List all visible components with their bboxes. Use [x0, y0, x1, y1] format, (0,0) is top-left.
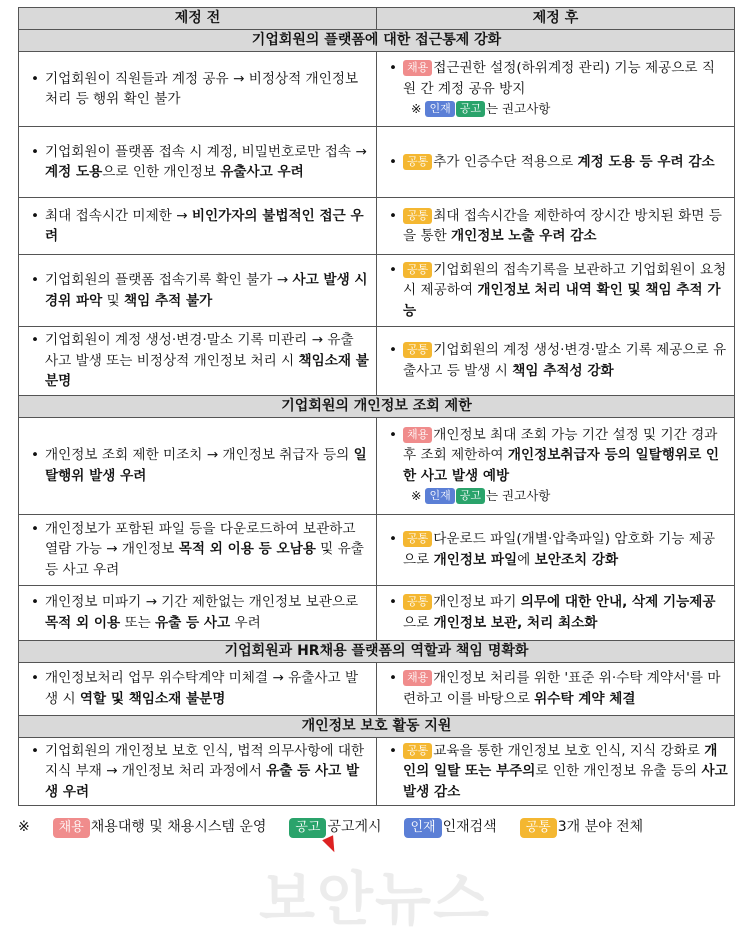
- badge-common: 공통: [403, 743, 432, 759]
- badge-common: 공통: [403, 531, 432, 547]
- after-cell: • 채용 개인정보 최대 조회 가능 기간 설정 및 기간 경과 후 조회 제한하여 개인정보취급자 등의 일탈행위로 인한 사고 발생 예방 ※ 인재 공고 는 권고사항: [377, 417, 735, 514]
- recommendation-note: ※ 인재 공고 는 권고사항: [411, 101, 551, 117]
- legend-badge-post: 공고: [289, 818, 326, 838]
- after-cell: • 채용 개인정보 처리를 위한 '표준 위·수탁 계약서'를 마련하고 이를 바탕으로 위수탁 계약 체결: [377, 662, 735, 715]
- after-cell: • 공통 추가 인증수단 적용으로 계정 도용 등 우려 감소: [377, 127, 735, 198]
- legend-talent-text: 인재검색: [442, 819, 497, 835]
- section-title: 기업회원의 플랫폼에 대한 접근통제 강화: [19, 30, 735, 52]
- comparison-table: [18, 7, 735, 806]
- before-cell: • 개인정보 조회 제한 미조치 → 개인정보 취급자 등의 일탈행위 발생 우려: [19, 417, 377, 514]
- after-cell: • 공통 다운로드 파일(개별·압축파일) 암호화 기능 제공으로 개인정보 파일에 보안조치 강화: [377, 514, 735, 585]
- badge-common: 공통: [403, 342, 432, 358]
- section-title: 기업회원의 개인정보 조회 제한: [19, 395, 735, 417]
- before-cell: • 개인정보가 포함된 파일 등을 다운로드하여 보관하고 열람 가능 → 개인정보 목적 외 이용 등 오남용 및 유출 등 사고 우려: [19, 514, 377, 585]
- badge-hire: 채용: [403, 670, 432, 686]
- badge-common: 공통: [403, 594, 432, 610]
- before-cell: • 기업회원이 직원들과 계정 공유 → 비정상적 개인정보 처리 등 행위 확인 불가: [19, 52, 377, 127]
- badge-post: 공고: [456, 488, 485, 504]
- regulation-comparison-document: [18, 7, 734, 806]
- badge-post: 공고: [456, 101, 485, 117]
- badge-talent: 인재: [425, 101, 454, 117]
- badge-common: 공통: [403, 208, 432, 224]
- after-cell: • 공통 기업회원의 접속기록을 보관하고 기업회원이 요청 시 제공하여 개인정보 처리 내역 확인 및 책임 추적 가능: [377, 255, 735, 327]
- recommendation-note: ※ 인재 공고 는 권고사항: [411, 488, 551, 503]
- legend-common-text: 3개 분야 전체: [557, 819, 644, 835]
- badge-hire: 채용: [403, 60, 432, 76]
- column-header-before: 제정 전: [19, 8, 377, 30]
- after-cell: • 공통 교육을 통한 개인정보 보호 인식, 지식 강화로 개인의 일탈 또는 부주의로 인한 개인정보 유출 등의 사고 발생 감소: [377, 737, 735, 806]
- badge-hire: 채용: [403, 427, 432, 443]
- badge-common: 공통: [403, 262, 432, 278]
- before-cell: • 기업회원의 개인정보 보호 인식, 법적 의무사항에 대한 지식 부재 → 개인정보 처리 과정에서 유출 등 사고 발생 우려: [19, 737, 377, 806]
- badge-legend: [18, 816, 734, 838]
- before-cell: • 기업회원이 플랫폼 접속 시 계정, 비밀번호로만 접속 → 계정 도용으로 인한 개인정보 유출사고 우려: [19, 127, 377, 198]
- badge-common: 공통: [403, 154, 432, 170]
- legend-badge-common: 공통: [520, 818, 557, 838]
- before-cell: • 개인정보처리 업무 위수탁계약 미체결 → 유출사고 발생 시 역할 및 책임소재 불분명: [19, 662, 377, 715]
- after-cell: • 공통 개인정보 파기 의무에 대한 안내, 삭제 기능제공으로 개인정보 보관, 처리 최소화: [377, 585, 735, 640]
- column-header-after: 제정 후: [377, 8, 735, 30]
- before-cell: • 개인정보 미파기 → 기간 제한없는 개인정보 보관으로 목적 외 이용 또는 유출 등 사고 우려: [19, 585, 377, 640]
- legend-post-text: 공고게시: [327, 819, 382, 835]
- section-title: 개인정보 보호 활동 지원: [19, 715, 735, 737]
- legend-mark: ※: [18, 819, 30, 835]
- section-title: 기업회원과 HR채용 플랫폼의 역할과 책임 명확화: [19, 640, 735, 662]
- before-cell: • 최대 접속시간 미제한 → 비인가자의 불법적인 접근 우려: [19, 198, 377, 255]
- legend-badge-talent: 인재: [404, 818, 441, 838]
- before-cell: • 기업회원의 플랫폼 접속기록 확인 불가 → 사고 발생 시 경위 파악 및 책임 추적 불가: [19, 255, 377, 327]
- before-cell: • 기업회원이 계정 생성·변경·말소 기록 미관리 → 유출 사고 발생 또는 비정상적 개인정보 처리 시 책임소재 불분명: [19, 327, 377, 396]
- legend-badge-hire: 채용: [53, 818, 90, 838]
- after-cell: • 공통 기업회원의 계정 생성·변경·말소 기록 제공으로 유출사고 등 발생 시 책임 추적성 강화: [377, 327, 735, 396]
- legend-hire-text: 채용대행 및 채용시스템 운영: [90, 819, 267, 835]
- after-cell: • 공통 최대 접속시간을 제한하여 장시간 방치된 화면 등을 통한 개인정보 노출 우려 감소: [377, 198, 735, 255]
- badge-talent: 인재: [425, 488, 454, 504]
- after-cell: • 채용 접근권한 설정(하위계정 관리) 기능 제공으로 직원 간 계정 공유 방지 ※ 인재 공고 는 권고사항: [377, 52, 735, 127]
- watermark-logo: 보안뉴스: [258, 865, 492, 933]
